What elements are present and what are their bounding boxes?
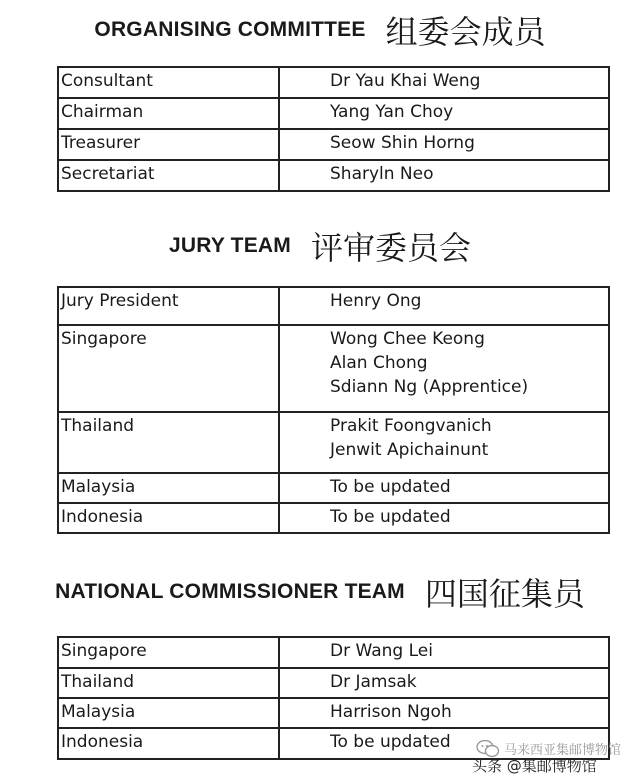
- name-cell: [279, 473, 609, 503]
- role-label: Chairman: [61, 102, 144, 122]
- organising-committee-table: [57, 66, 610, 192]
- table-row: [58, 287, 609, 325]
- role-label: Thailand: [61, 416, 135, 436]
- table-row: [58, 637, 609, 668]
- name-cell: [279, 503, 609, 533]
- role-label: Singapore: [61, 641, 147, 661]
- member-name: Alan Chong: [330, 353, 428, 373]
- organising-committee-title-en: ORGANISING COMMITTEE: [94, 18, 366, 41]
- role-label: Malaysia: [61, 702, 136, 722]
- member-name: Dr Yau Khai Weng: [330, 71, 481, 91]
- member-name: To be updated: [330, 477, 451, 497]
- member-name: Harrison Ngoh: [330, 702, 452, 722]
- name-cell: [279, 287, 609, 325]
- role-cell: [58, 728, 279, 759]
- member-name: Dr Wang Lei: [330, 641, 433, 661]
- role-label: Thailand: [61, 672, 135, 692]
- name-cell: [279, 67, 609, 98]
- role-cell: [58, 698, 279, 728]
- role-cell: [58, 160, 279, 191]
- table-row: [58, 668, 609, 698]
- national-commissioner-title-zh: 四国征集员: [424, 575, 585, 613]
- member-name: Sdiann Ng (Apprentice): [330, 377, 529, 397]
- table-row: [58, 503, 609, 533]
- national-commissioner-team-heading: [0, 572, 640, 612]
- table-row: [58, 473, 609, 503]
- member-name: Jenwit Apichainunt: [330, 440, 489, 460]
- role-label: Indonesia: [61, 507, 144, 527]
- watermark: [470, 737, 638, 777]
- role-cell: [58, 325, 279, 412]
- member-name: To be updated: [330, 507, 451, 527]
- name-cell: [279, 698, 609, 728]
- name-cell: [279, 412, 609, 473]
- member-name: Sharyln Neo: [330, 164, 434, 184]
- table-row: [58, 698, 609, 728]
- jury-team-title-zh: 评审委员会: [310, 229, 471, 267]
- role-label: Secretariat: [61, 164, 155, 184]
- jury-team-title-en: JURY TEAM: [168, 234, 291, 257]
- national-commissioner-title-en: NATIONAL COMMISSIONER TEAM: [55, 580, 405, 603]
- name-cell: [279, 129, 609, 160]
- member-name: Henry Ong: [330, 291, 422, 311]
- watermark-top-text: 马来西亚集邮博物馆: [504, 743, 622, 758]
- name-cell: [279, 325, 609, 412]
- member-name: Seow Shin Horng: [330, 133, 475, 153]
- jury-team-table: [57, 286, 610, 534]
- table-row: [58, 160, 609, 191]
- jury-team-heading: [0, 226, 640, 266]
- table-row: [58, 325, 609, 412]
- role-label: Indonesia: [61, 732, 144, 752]
- role-cell: [58, 473, 279, 503]
- role-label: Singapore: [61, 329, 147, 349]
- member-name: Yang Yan Choy: [330, 102, 454, 122]
- role-label: Jury President: [61, 291, 179, 311]
- name-cell: [279, 160, 609, 191]
- table-row: [58, 98, 609, 129]
- member-name: Prakit Foongvanich: [330, 416, 492, 436]
- role-label: Consultant: [61, 71, 153, 91]
- role-cell: [58, 129, 279, 160]
- watermark-bottom-text: 头条 @集邮博物馆: [472, 757, 597, 775]
- name-cell: [279, 98, 609, 129]
- role-cell: [58, 637, 279, 668]
- table-row: [58, 412, 609, 473]
- name-cell: [279, 668, 609, 698]
- role-cell: [58, 503, 279, 533]
- role-cell: [58, 668, 279, 698]
- role-cell: [58, 67, 279, 98]
- role-label: Treasurer: [61, 133, 141, 153]
- organising-committee-heading: [0, 10, 640, 50]
- role-cell: [58, 412, 279, 473]
- member-name: Wong Chee Keong: [330, 329, 485, 349]
- role-cell: [58, 98, 279, 129]
- role-label: Malaysia: [61, 477, 136, 497]
- role-cell: [58, 287, 279, 325]
- member-name: To be updated: [330, 732, 451, 752]
- name-cell: [279, 637, 609, 668]
- table-row: [58, 129, 609, 160]
- member-name: Dr Jamsak: [330, 672, 417, 692]
- table-row: [58, 67, 609, 98]
- organising-committee-title-zh: 组委会成员: [385, 13, 546, 51]
